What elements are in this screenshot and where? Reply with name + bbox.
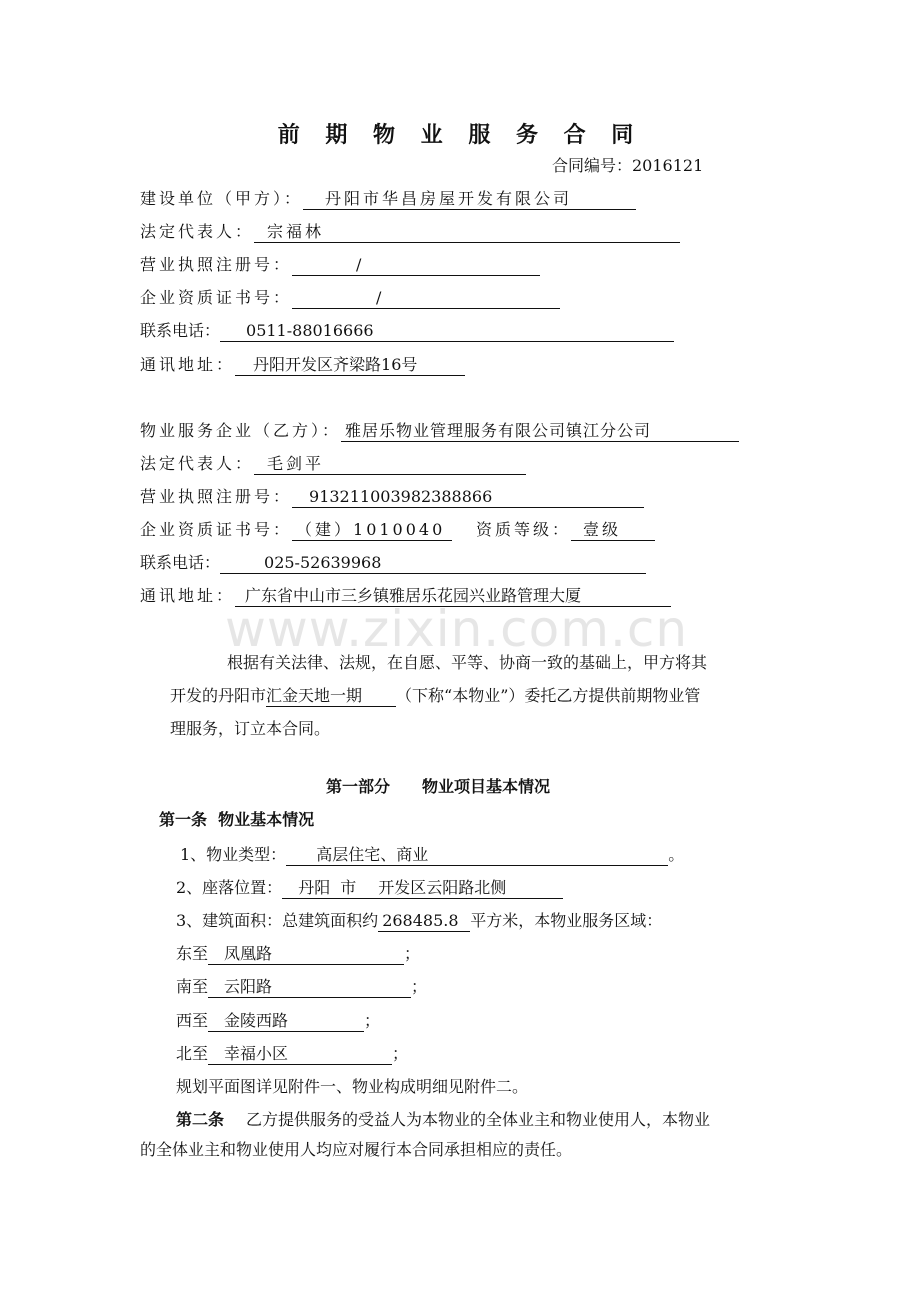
party-a-qual-row: [140, 288, 560, 309]
party-a-rep-value: 宗福林: [254, 223, 680, 243]
contract-number: 合同编号：2016121: [552, 156, 704, 175]
part1-heading: 第一部分 物业项目基本情况: [326, 777, 551, 796]
west-sep: ；: [364, 1011, 381, 1030]
intro-line-1: 根据有关法律、法规，在自愿、平等、协商一致的基础上，甲方将其: [227, 653, 708, 672]
intro-line-2-prefix: 开发的丹阳市: [170, 686, 267, 705]
article2-line-2: 的全体业主和物业使用人均应对履行本合同承担相应的责任。: [140, 1140, 573, 1159]
party-b-rep-value: 毛剑平: [254, 455, 526, 475]
property-name: 汇金天地一期: [266, 687, 396, 707]
intro-line-2-suffix: （下称“本物业”）委托乙方提供前期物业管: [396, 686, 701, 705]
party-a-address-value: 丹阳开发区齐梁路16号: [235, 356, 465, 376]
party-a-unit-row: [140, 189, 636, 210]
party-a-phone-row: [140, 321, 674, 342]
south-label: 南至: [176, 977, 209, 996]
party-a-address-label: 通讯地址：: [140, 355, 236, 374]
north-sep: ；: [392, 1044, 409, 1063]
area-suffix: 平方米，本物业服务区域：: [470, 911, 663, 930]
article2-heading: 第二条: [176, 1110, 225, 1129]
property-type-label: 1、物业类型：: [180, 845, 287, 864]
location-row: [176, 878, 563, 899]
article2-line-1: [176, 1110, 710, 1130]
party-a-qual-value: /: [292, 289, 560, 309]
area-label: 3、建筑面积：总建筑面积约: [176, 911, 379, 930]
party-b-phone-label: 联系电话：: [140, 553, 221, 572]
location-label: 2、座落位置：: [176, 878, 283, 897]
party-b-rep-label: 法定代表人：: [140, 454, 255, 473]
party-b-license-row: [140, 487, 644, 508]
party-b-license-value: 913211003982388866: [292, 488, 644, 508]
boundary-east-row: [176, 944, 420, 965]
intro-line-3: 理服务，订立本合同。: [170, 719, 331, 738]
page-title: 前 期 物 业 服 务 合 同: [277, 122, 643, 148]
north-value: 幸福小区: [208, 1045, 392, 1065]
party-a-rep-row: [140, 222, 680, 243]
east-sep: ；: [404, 944, 421, 963]
south-value: 云阳路: [208, 978, 411, 998]
intro-line-2: [170, 686, 700, 707]
party-b-unit-label: 物业服务企业（乙方）：: [140, 421, 342, 440]
boundary-north-row: [176, 1044, 408, 1065]
property-type-end: 。: [668, 845, 685, 864]
location-city-unit: 市: [340, 878, 357, 897]
party-a-rep-label: 法定代表人：: [140, 222, 255, 241]
plan-note: 规划平面图详见附件一、物业构成明细见附件二。: [176, 1077, 529, 1096]
location-city: 丹阳: [282, 879, 340, 899]
area-value: 268485.8: [378, 912, 470, 932]
party-b-grade-label: 资质等级：: [476, 520, 572, 539]
boundary-west-row: [176, 1011, 380, 1032]
west-label: 西至: [176, 1011, 209, 1030]
party-b-rep-row: [140, 454, 526, 475]
party-b-address-label: 通讯地址：: [140, 586, 236, 605]
location-detail: 开发区云阳路北侧: [356, 879, 563, 899]
party-b-qual-label: 企业资质证书号：: [140, 520, 293, 539]
north-label: 北至: [176, 1044, 209, 1063]
party-a-phone-label: 联系电话：: [140, 321, 221, 340]
party-b-address-value: 广东省中山市三乡镇雅居乐花园兴业路管理大厦: [235, 587, 671, 607]
east-value: 凤凰路: [208, 945, 404, 965]
article2-text-1: 乙方提供服务的受益人为本物业的全体业主和物业使用人，本物业: [246, 1110, 711, 1129]
party-a-unit-label: 建设单位（甲方）：: [140, 189, 304, 208]
party-a-qual-label: 企业资质证书号：: [140, 288, 293, 307]
boundary-south-row: [176, 977, 427, 998]
watermark: www.zixin.com.cn: [225, 600, 689, 658]
east-label: 东至: [176, 944, 209, 963]
property-type-value: 高层住宅、商业: [286, 846, 668, 866]
party-b-unit-row: [140, 421, 739, 442]
party-b-qual-row: [140, 520, 655, 541]
party-b-qual-value: （建）1010040: [292, 521, 452, 541]
party-a-address-row: [140, 355, 465, 376]
party-a-phone-value: 0511-88016666: [220, 322, 674, 342]
area-row: [176, 911, 662, 932]
party-b-phone-row: [140, 553, 646, 574]
party-b-grade-value: 壹级: [571, 521, 655, 541]
south-sep: ；: [411, 977, 428, 996]
west-value: 金陵西路: [208, 1012, 364, 1032]
party-a-unit-value: 丹阳市华昌房屋开发有限公司: [303, 190, 636, 210]
party-b-license-label: 营业执照注册号：: [140, 487, 293, 506]
party-b-phone-value: 025-52639968: [220, 554, 646, 574]
party-b-unit-value: 雅居乐物业管理服务有限公司镇江分公司: [341, 422, 739, 442]
property-type-row: [180, 845, 684, 866]
article1-heading: 第一条 物业基本情况: [159, 810, 315, 829]
party-a-license-value: /: [292, 256, 540, 276]
party-a-license-label: 营业执照注册号：: [140, 255, 293, 274]
party-a-license-row: [140, 255, 540, 276]
